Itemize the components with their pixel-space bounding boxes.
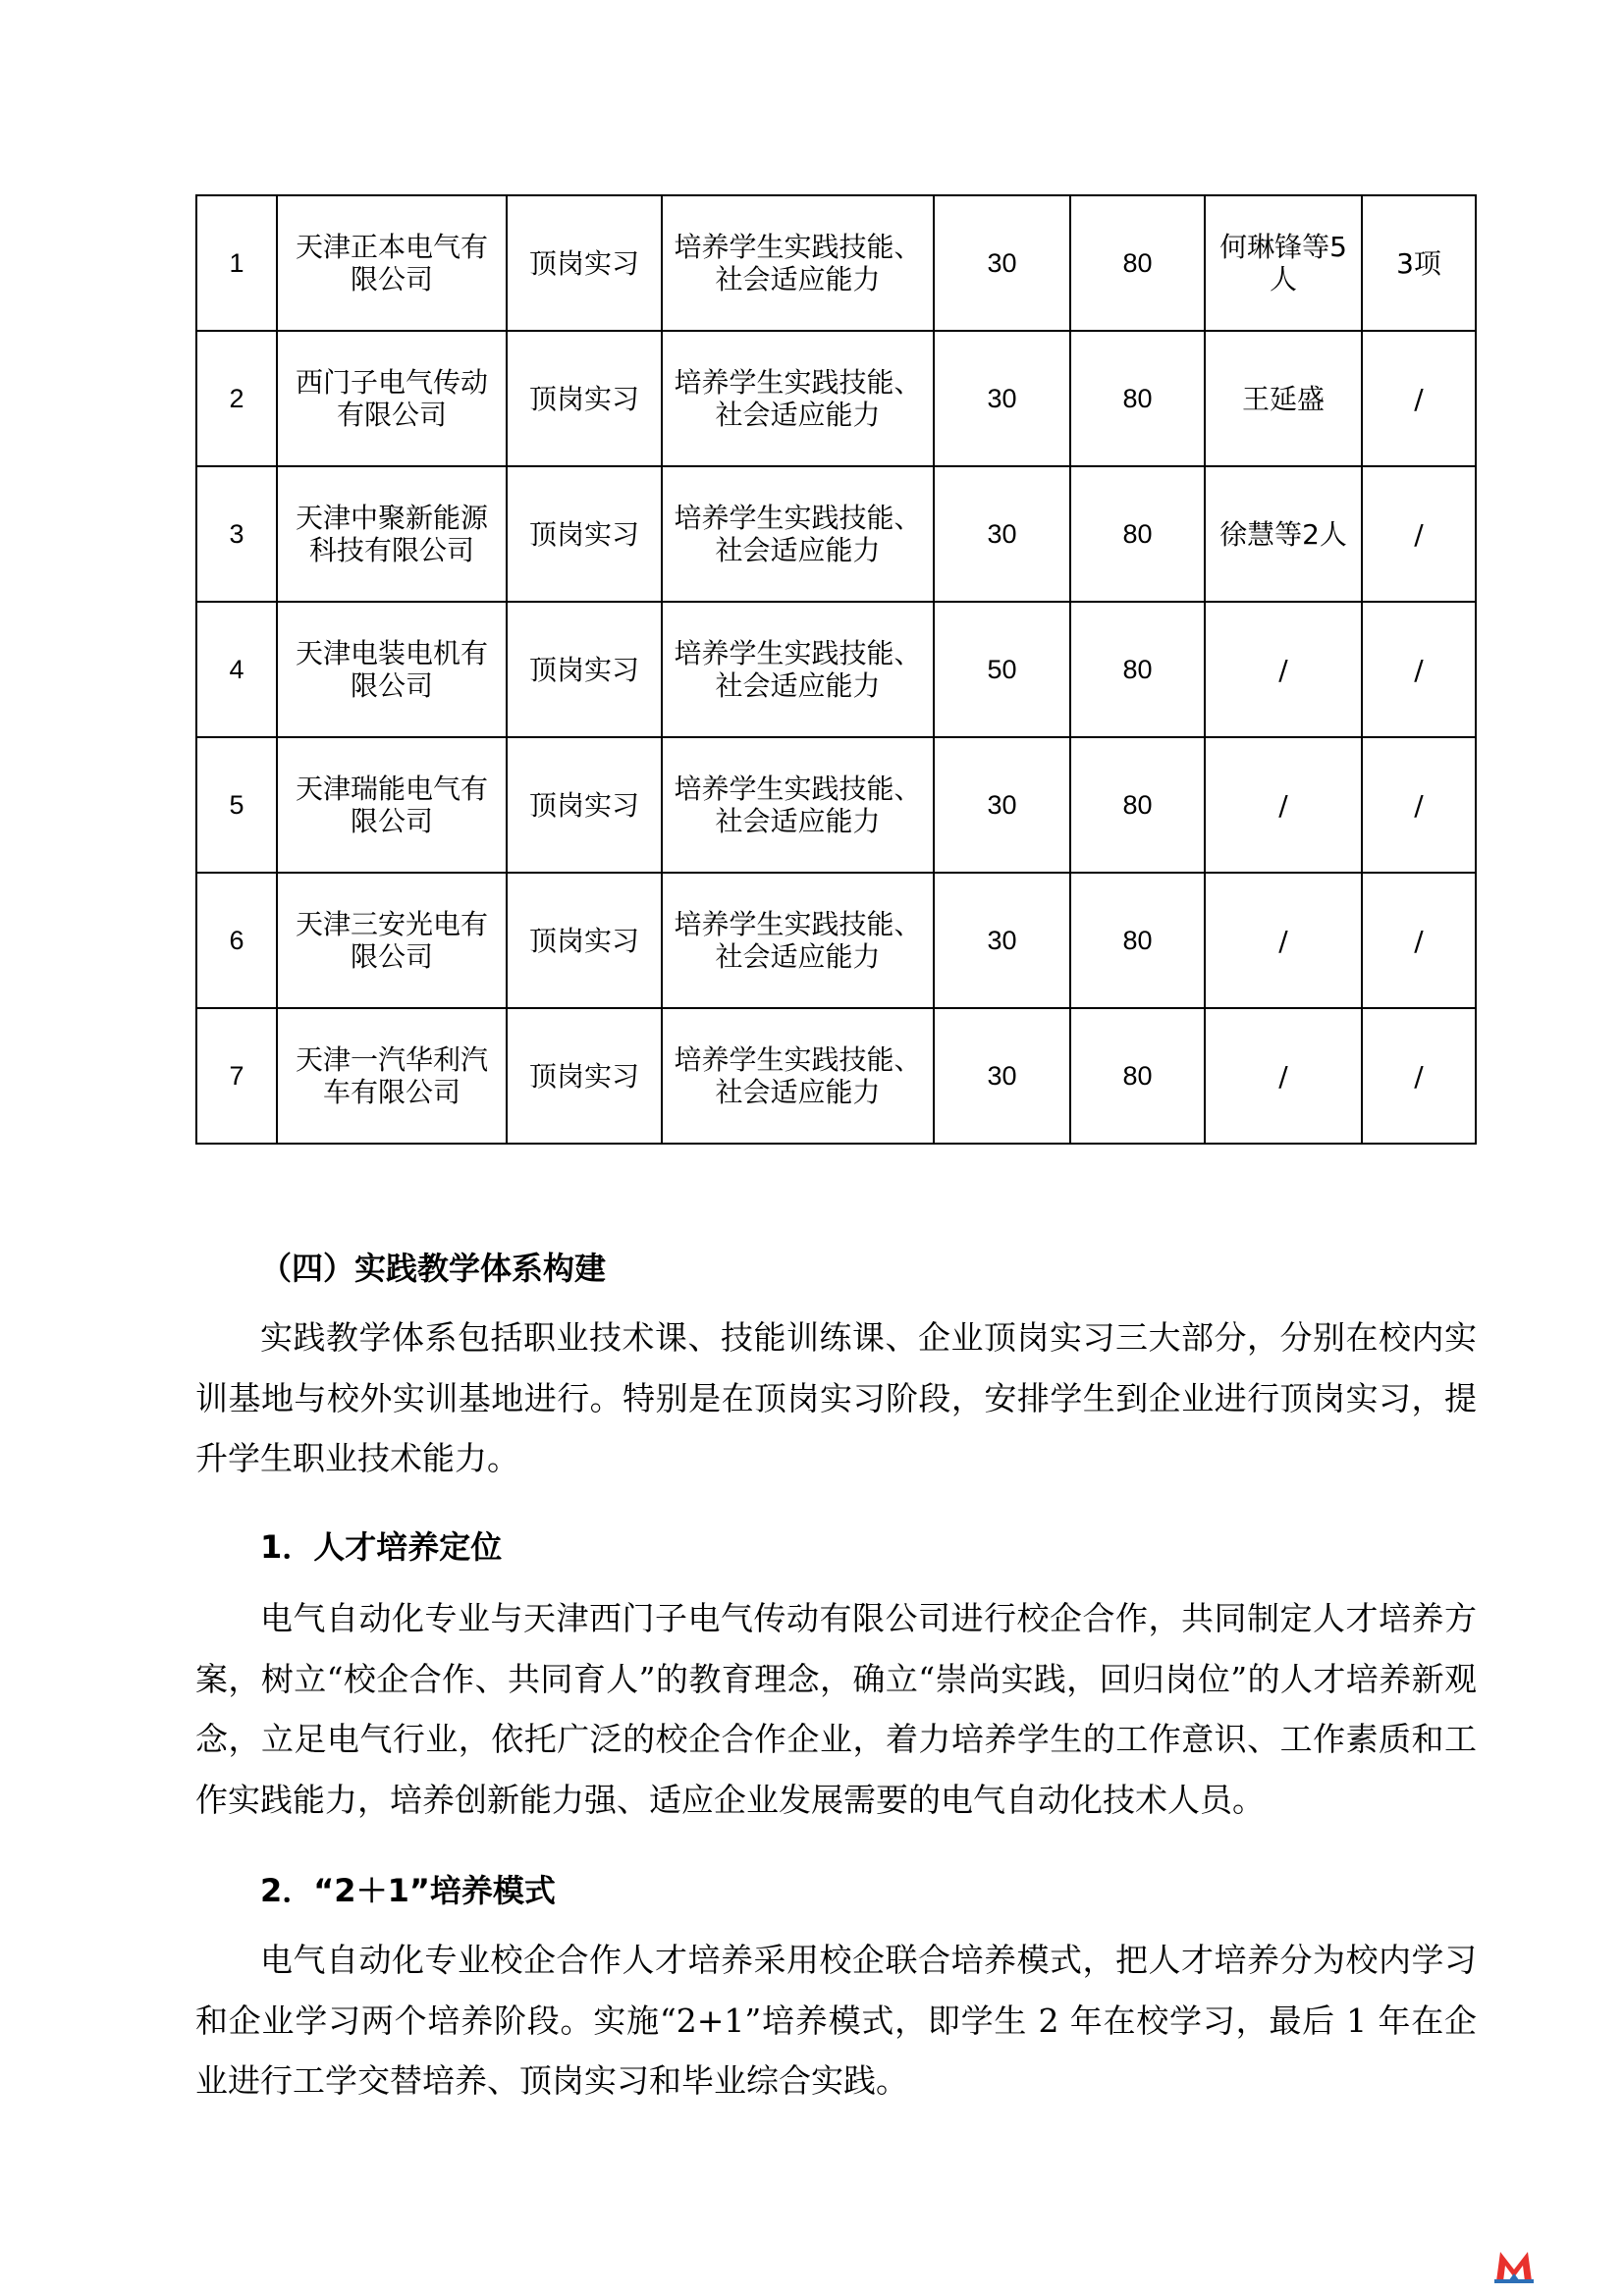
count-cell: 50: [934, 602, 1070, 737]
people-cell: /: [1205, 602, 1362, 737]
subsection-2-heading: 2．“2＋1”培养模式: [260, 1872, 556, 1909]
days-cell: 80: [1070, 737, 1205, 873]
row-number: 7: [196, 1008, 277, 1144]
days-cell: 80: [1070, 195, 1205, 331]
people-cell: 王延盛: [1205, 331, 1362, 466]
people-cell: /: [1205, 1008, 1362, 1144]
type-cell: 顶岗实习: [507, 1008, 662, 1144]
table-row: [196, 737, 1476, 873]
table-row: [196, 195, 1476, 331]
type-cell: 顶岗实习: [507, 466, 662, 602]
row-number: 3: [196, 466, 277, 602]
goal-cell: 培养学生实践技能、社会适应能力: [662, 602, 934, 737]
count-cell: 30: [934, 195, 1070, 331]
days-cell: 80: [1070, 1008, 1205, 1144]
type-cell: 顶岗实习: [507, 602, 662, 737]
subsection-2: [195, 1871, 1477, 2111]
days-cell: 80: [1070, 873, 1205, 1008]
people-cell: 何琳锋等5人: [1205, 195, 1362, 331]
items-cell: /: [1362, 1008, 1476, 1144]
count-cell: 30: [934, 873, 1070, 1008]
company-cell: 天津中聚新能源科技有限公司: [277, 466, 507, 602]
internship-table: [195, 194, 1477, 1145]
goal-cell: 培养学生实践技能、社会适应能力: [662, 195, 934, 331]
table-row: [196, 1008, 1476, 1144]
days-cell: 80: [1070, 331, 1205, 466]
table-row: [196, 602, 1476, 737]
items-cell: /: [1362, 873, 1476, 1008]
subsection-1-paragraph: 电气自动化专业与天津西门子电气传动有限公司进行校企合作，共同制定人才培养方案，树立“校企合作、共同育人”的教育理念，确立“崇尚实践，回归岗位”的人才培养新观念，立足电气行业，依托广泛的校企合作企业，着力培养学生的工作意识、工作素质和工作实践能力，培养创新能力强、适应企业发展需要的电气自动化技术人员。: [195, 1599, 1477, 1819]
people-cell: /: [1205, 873, 1362, 1008]
section-4-heading: （四）实践教学体系构建: [260, 1250, 607, 1287]
company-cell: 西门子电气传动有限公司: [277, 331, 507, 466]
items-cell: /: [1362, 331, 1476, 466]
count-cell: 30: [934, 737, 1070, 873]
m-logo-icon: [1494, 2248, 1534, 2283]
type-cell: 顶岗实习: [507, 331, 662, 466]
company-cell: 天津电装电机有限公司: [277, 602, 507, 737]
subsection-2-paragraph: 电气自动化专业校企合作人才培养采用校企联合培养模式，把人才培养分为校内学习和企业学习两个培养阶段。实施“2+1”培养模式，即学生 2 年在校学习，最后 1 年在企业进行工学交替培养、顶岗实习和毕业综合实践。: [195, 1941, 1477, 2100]
subsection-1: [195, 1527, 1477, 1830]
people-cell: 徐慧等2人: [1205, 466, 1362, 602]
type-cell: 顶岗实习: [507, 195, 662, 331]
table-body: [196, 195, 1476, 1144]
goal-cell: 培养学生实践技能、社会适应能力: [662, 737, 934, 873]
days-cell: 80: [1070, 466, 1205, 602]
goal-cell: 培养学生实践技能、社会适应能力: [662, 873, 934, 1008]
goal-cell: 培养学生实践技能、社会适应能力: [662, 466, 934, 602]
company-cell: 天津瑞能电气有限公司: [277, 737, 507, 873]
items-cell: 3项: [1362, 195, 1476, 331]
subsection-1-heading: 1．人才培养定位: [260, 1528, 503, 1566]
table-row: [196, 873, 1476, 1008]
table-row: [196, 331, 1476, 466]
row-number: 2: [196, 331, 277, 466]
people-cell: /: [1205, 737, 1362, 873]
count-cell: 30: [934, 466, 1070, 602]
count-cell: 30: [934, 1008, 1070, 1144]
items-cell: /: [1362, 466, 1476, 602]
type-cell: 顶岗实习: [507, 737, 662, 873]
section-4: [195, 1249, 1477, 1489]
goal-cell: 培养学生实践技能、社会适应能力: [662, 1008, 934, 1144]
type-cell: 顶岗实习: [507, 873, 662, 1008]
row-number: 4: [196, 602, 277, 737]
row-number: 6: [196, 873, 277, 1008]
company-cell: 天津三安光电有限公司: [277, 873, 507, 1008]
table-row: [196, 466, 1476, 602]
items-cell: /: [1362, 602, 1476, 737]
section-4-paragraph: 实践教学体系包括职业技术课、技能训练课、企业顶岗实习三大部分，分别在校内实训基地与校外实训基地进行。特别是在顶岗实习阶段，安排学生到企业进行顶岗实习，提升学生职业技术能力。: [195, 1318, 1477, 1477]
company-cell: 天津一汽华利汽车有限公司: [277, 1008, 507, 1144]
days-cell: 80: [1070, 602, 1205, 737]
row-number: 5: [196, 737, 277, 873]
goal-cell: 培养学生实践技能、社会适应能力: [662, 331, 934, 466]
row-number: 1: [196, 195, 277, 331]
items-cell: /: [1362, 737, 1476, 873]
company-cell: 天津正本电气有限公司: [277, 195, 507, 331]
count-cell: 30: [934, 331, 1070, 466]
